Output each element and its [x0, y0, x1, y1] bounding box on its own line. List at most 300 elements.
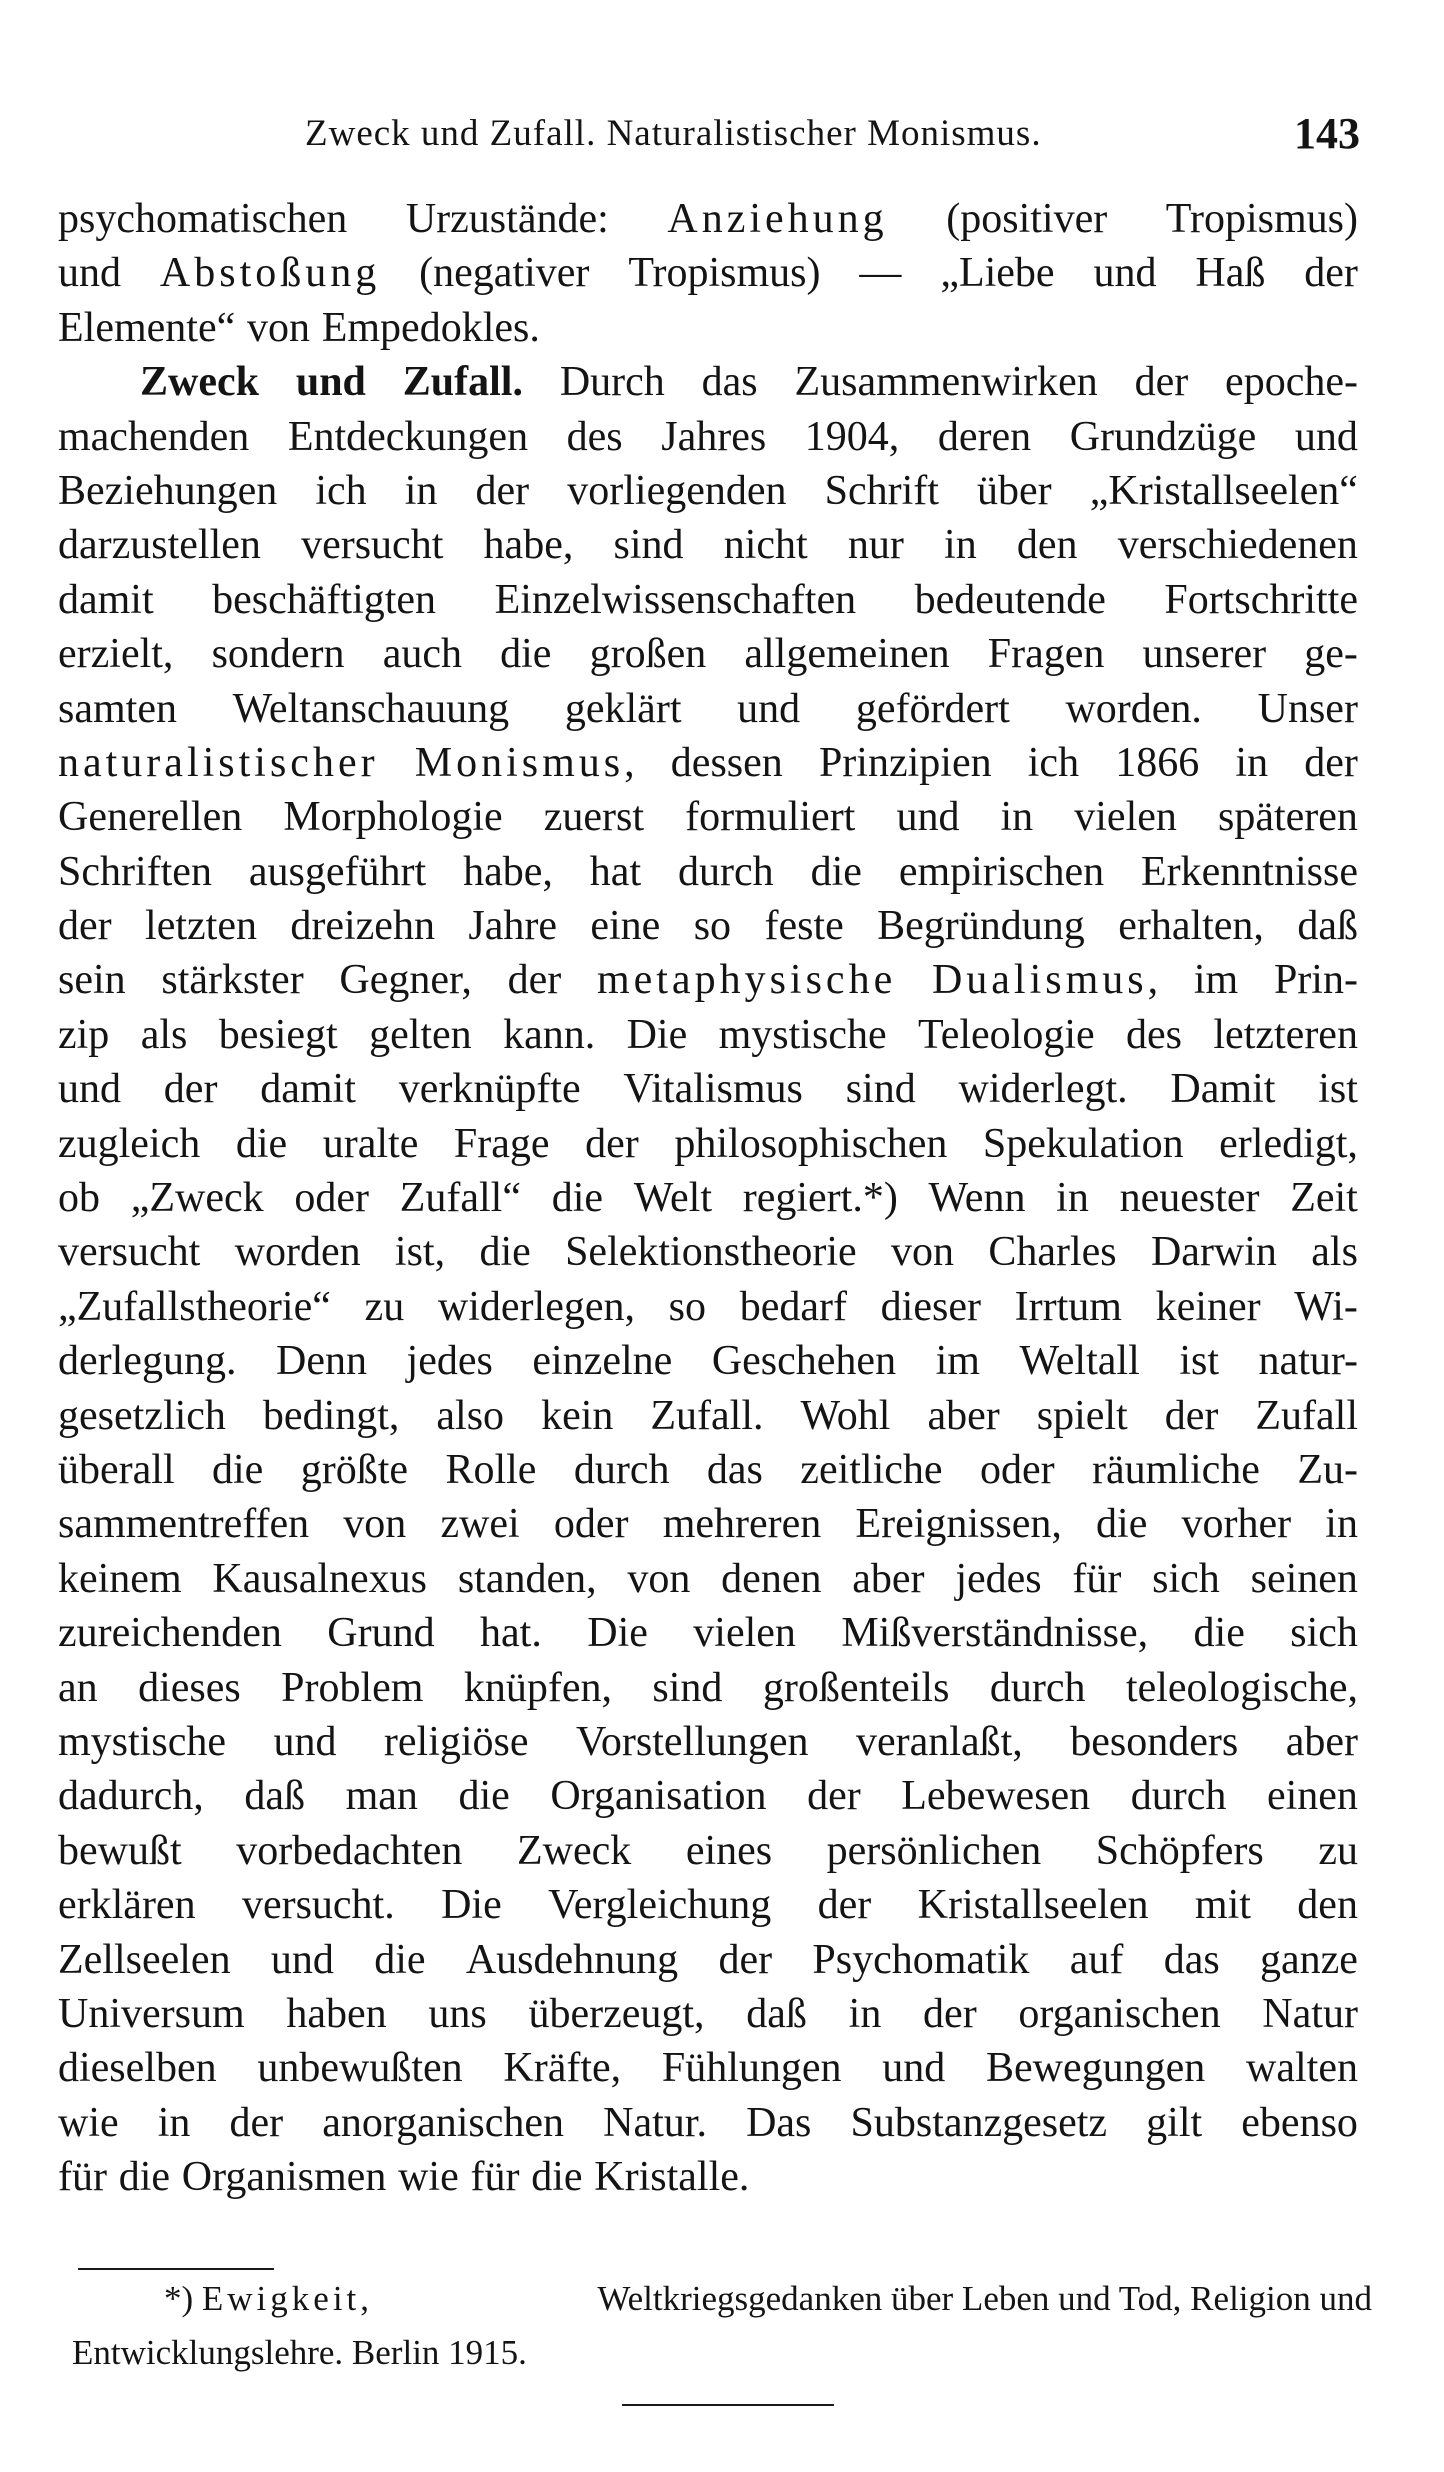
- word: Lebewesen: [901, 1773, 1091, 1820]
- word: sich: [1290, 1610, 1358, 1657]
- word: habe,: [463, 848, 553, 895]
- word: und: [273, 1718, 337, 1765]
- word: im: [1193, 957, 1239, 1004]
- word: der: [923, 1990, 977, 2037]
- text-line: [58, 790, 1358, 844]
- word: dieses: [138, 1664, 241, 1711]
- word: der: [1164, 1392, 1219, 1439]
- running-head: [60, 109, 1360, 172]
- word: metaphysische: [596, 957, 897, 1004]
- word: damit: [58, 576, 154, 623]
- word: jedes: [406, 1338, 493, 1385]
- word: überzeugt,: [528, 1990, 705, 2037]
- word: vielen: [693, 1610, 796, 1657]
- word: Erkenntnisse: [1141, 848, 1358, 895]
- word: der: [475, 467, 530, 514]
- word: vorliegenden: [567, 467, 787, 514]
- word: (positiver: [946, 196, 1108, 242]
- footnote-author-word: Ewigkeit,: [201, 2279, 374, 2318]
- end-rule: [622, 2404, 834, 2406]
- word: Elemente“: [58, 304, 236, 351]
- text-line: [58, 410, 1358, 464]
- word: organischen: [1018, 1990, 1221, 2037]
- word: gefördert: [855, 685, 1010, 732]
- word: ich: [1027, 739, 1080, 786]
- word: Zufall: [1255, 1392, 1358, 1439]
- text-line: [58, 2150, 1358, 2204]
- word: sondern: [211, 631, 345, 678]
- word: natur-: [1258, 1338, 1358, 1385]
- text-line: [58, 845, 1358, 899]
- word: samten: [58, 685, 177, 732]
- word: bedarf: [739, 1283, 847, 1330]
- word: mystische: [58, 1718, 226, 1765]
- word: und: [896, 794, 960, 841]
- word: jedes: [955, 1555, 1042, 1602]
- word: erledigt,: [1219, 1120, 1358, 1167]
- word: die: [458, 1773, 510, 1820]
- word: Grundzüge: [1069, 413, 1257, 460]
- word: die: [1096, 1501, 1148, 1548]
- word: sind: [613, 522, 684, 569]
- word: der: [58, 903, 112, 950]
- word: Urzustände:: [405, 196, 609, 242]
- text-line: [58, 573, 1358, 627]
- word: „Kristallseelen“: [1089, 467, 1358, 514]
- word: man: [345, 1773, 418, 1820]
- word: ob: [58, 1175, 100, 1222]
- text-line: [58, 736, 1358, 790]
- word: Jahre: [468, 903, 557, 950]
- word: in: [944, 522, 977, 569]
- word: daß: [244, 1773, 305, 1820]
- word: des: [1126, 1011, 1183, 1058]
- word: uralte: [322, 1120, 419, 1167]
- word: erzielt,: [58, 631, 174, 678]
- word: der: [1304, 739, 1358, 786]
- text-line: [58, 1225, 1358, 1279]
- word: der: [229, 2099, 284, 2146]
- footnote-line: [72, 2272, 1372, 2326]
- text-line: [58, 1987, 1358, 2041]
- word: erklären: [58, 1882, 196, 1929]
- word: zugleich: [58, 1120, 201, 1167]
- word: Entdeckungen: [287, 413, 529, 460]
- word: in: [1235, 739, 1269, 786]
- word: derlegung.: [58, 1338, 237, 1385]
- word: naturalistischer: [58, 739, 379, 786]
- word: und: [58, 1066, 121, 1113]
- word: Generellen: [58, 794, 243, 841]
- word: Fragen: [987, 631, 1105, 678]
- word: der: [163, 1066, 218, 1113]
- word: durch: [1130, 1773, 1227, 1820]
- word: das: [1163, 1936, 1220, 1983]
- text-line: [58, 246, 1358, 300]
- word: epoche-: [1225, 359, 1358, 406]
- text-line: [58, 953, 1358, 1007]
- word: dadurch,: [58, 1773, 204, 1820]
- text-line: [58, 192, 1358, 246]
- word: seinen: [1250, 1555, 1358, 1602]
- word: keinem: [58, 1555, 182, 1602]
- word: einzelne: [532, 1338, 673, 1385]
- text-line: [58, 1661, 1358, 1715]
- word: Unser: [1257, 685, 1358, 732]
- word: Kausalnexus: [212, 1555, 428, 1602]
- word: Das: [746, 2099, 812, 2146]
- word: persönlichen: [826, 1827, 1042, 1874]
- word: und: [295, 359, 366, 406]
- word: oder: [979, 1446, 1055, 1493]
- footnote-rule: [78, 2268, 274, 2270]
- word: habe,: [483, 522, 574, 569]
- word: walten: [1246, 2045, 1358, 2092]
- word: letzten: [145, 903, 257, 950]
- word: ganze: [1260, 1936, 1358, 1983]
- word: darzustellen: [58, 522, 261, 569]
- word: Wohl: [800, 1392, 891, 1439]
- word: Morphologie: [283, 794, 503, 841]
- word: Zweck: [516, 1827, 632, 1874]
- word: empirischen: [898, 848, 1105, 895]
- word: Monismus,: [414, 739, 635, 786]
- word: Substanzgesetz: [850, 2099, 1108, 2146]
- word: sich: [1152, 1555, 1220, 1602]
- word: Mißverständnisse,: [841, 1610, 1149, 1657]
- word: Zweck: [140, 359, 259, 406]
- word: die: [500, 631, 552, 678]
- word: der: [817, 1882, 872, 1929]
- word: Kristallseelen: [917, 1882, 1149, 1929]
- word: in: [157, 2099, 191, 2146]
- word: versucht.: [241, 1882, 395, 1929]
- word: widerlegt.: [958, 1066, 1128, 1113]
- text-line: [58, 1769, 1358, 1823]
- text-line: [58, 682, 1358, 736]
- word: Schöpfers: [1095, 1827, 1264, 1874]
- word: besonders: [1070, 1718, 1239, 1765]
- footnote: [72, 2272, 1372, 2380]
- word: die: [118, 2154, 171, 2201]
- word: neuester: [1119, 1175, 1260, 1222]
- word: Fortschritte: [1164, 576, 1358, 623]
- word: zuerst: [543, 794, 644, 841]
- word: teleologische,: [1125, 1664, 1358, 1711]
- word: philosophischen: [674, 1120, 948, 1167]
- word: bedeutende: [914, 576, 1106, 623]
- word: Rolle: [445, 1446, 537, 1493]
- word: vorher: [1181, 1501, 1292, 1548]
- word: keiner: [1155, 1283, 1261, 1330]
- word: Grund: [327, 1610, 435, 1657]
- word: veranlaßt,: [856, 1718, 1023, 1765]
- word: eine: [590, 903, 661, 950]
- word: bewußt: [58, 1827, 182, 1874]
- word: für: [58, 2154, 107, 2201]
- word: Einzelwissenschaften: [494, 576, 857, 623]
- word: Irrtum: [1014, 1283, 1122, 1330]
- word: und: [1294, 413, 1358, 460]
- word: vielen: [1074, 794, 1177, 841]
- word: Prin-: [1273, 957, 1358, 1004]
- word: von: [627, 1555, 691, 1602]
- word: in: [1056, 1175, 1089, 1222]
- word: zureichenden: [58, 1610, 282, 1657]
- word: Gegner,: [339, 957, 472, 1004]
- word: Denn: [276, 1338, 367, 1385]
- word: damit: [260, 1066, 356, 1113]
- text-line: [58, 1008, 1358, 1062]
- word: so: [668, 1283, 707, 1330]
- word: Die: [441, 1882, 502, 1929]
- word: mit: [1194, 1882, 1251, 1929]
- word: der: [718, 1936, 773, 1983]
- word: hat: [589, 848, 642, 895]
- word: durch: [989, 1664, 1086, 1711]
- word: Haß: [1195, 250, 1266, 297]
- word: die: [374, 1936, 426, 1983]
- word: Welt: [633, 1175, 712, 1222]
- word: letzteren: [1213, 1011, 1358, 1058]
- word: den: [1297, 1882, 1358, 1929]
- word: auch: [382, 631, 462, 678]
- word: uns: [428, 1990, 487, 2037]
- word: gilt: [1146, 2099, 1203, 2146]
- word: Prinzipien: [818, 739, 992, 786]
- word: Natur: [1262, 1990, 1358, 2037]
- running-title: Zweck und Zufall. Naturalistischer Monismus.: [305, 113, 1042, 154]
- word: überall: [58, 1446, 175, 1493]
- word: großenteils: [762, 1664, 950, 1711]
- word: unserer: [1142, 631, 1267, 678]
- word: ge-: [1304, 631, 1358, 678]
- word: Ausdehnung: [465, 1936, 679, 1983]
- word: religiöse: [383, 1718, 529, 1765]
- footnote-citation-start: [164, 2272, 373, 2326]
- word: Zufall.: [650, 1392, 764, 1439]
- word: erhalten,: [1118, 903, 1264, 950]
- word: an: [58, 1664, 98, 1711]
- word: der: [807, 1773, 861, 1820]
- word: als: [1311, 1229, 1358, 1276]
- word: die: [212, 1446, 264, 1493]
- word: Psychomatik: [812, 1936, 1030, 1983]
- word: beschäftigten: [212, 576, 437, 623]
- word: „Zweck: [130, 1175, 264, 1222]
- text-line: [58, 1117, 1358, 1171]
- word: in: [404, 467, 438, 514]
- word: späteren: [1217, 794, 1358, 841]
- word: nur: [847, 522, 904, 569]
- word: und: [58, 250, 121, 297]
- word: zip: [58, 1011, 110, 1058]
- word: 1904,: [804, 413, 900, 460]
- word: mystische: [718, 1011, 887, 1058]
- word: ist: [1179, 1338, 1219, 1385]
- word: Zeit: [1290, 1175, 1358, 1222]
- word: gelten: [369, 1011, 472, 1058]
- word: Empedokles.: [321, 304, 540, 351]
- word: der: [1304, 250, 1358, 297]
- text-line: [58, 1334, 1358, 1388]
- word: Zufall.: [402, 359, 523, 406]
- word: durch: [573, 1446, 670, 1493]
- word: kein: [541, 1392, 614, 1439]
- word: Charles: [988, 1229, 1117, 1276]
- word: räumliche: [1092, 1446, 1260, 1493]
- word: dessen: [670, 739, 783, 786]
- word: durch: [678, 848, 774, 895]
- word: und: [737, 685, 801, 732]
- word: Spekulation: [982, 1120, 1184, 1167]
- word: aber: [852, 1555, 925, 1602]
- word: den: [1016, 522, 1078, 569]
- word: geklärt: [564, 685, 682, 732]
- word: machenden: [58, 413, 250, 460]
- word: Kristalle.: [594, 2154, 750, 2201]
- word: vorbedachten: [236, 1827, 463, 1874]
- word: aber: [1285, 1718, 1358, 1765]
- word: Tropismus): [1165, 196, 1358, 242]
- word: ausgeführt: [248, 848, 427, 895]
- word: also: [436, 1392, 505, 1439]
- word: verknüpfte: [398, 1066, 581, 1113]
- word: großen: [589, 631, 707, 678]
- word: —: [859, 250, 902, 297]
- word: der: [1134, 359, 1189, 406]
- word: Natur.: [603, 2099, 707, 2146]
- word: sammentreffen: [58, 1501, 310, 1548]
- word: Selektionstheorie: [565, 1229, 857, 1276]
- text-line: [58, 1389, 1358, 1443]
- word: denen: [721, 1555, 822, 1602]
- word: und: [270, 1936, 334, 1983]
- word: versucht: [58, 1229, 201, 1276]
- word: über: [977, 467, 1052, 514]
- word: standen,: [457, 1555, 597, 1602]
- word: Problem: [281, 1664, 424, 1711]
- word: Dualismus,: [931, 957, 1159, 1004]
- word: Darwin: [1150, 1229, 1277, 1276]
- word: ich: [315, 467, 367, 514]
- page-number: 143: [1294, 109, 1360, 158]
- word: oder: [553, 1501, 629, 1548]
- text-line: [58, 2041, 1358, 2095]
- word: Schrift: [824, 467, 939, 514]
- word: von: [891, 1229, 955, 1276]
- word: die: [1193, 1610, 1245, 1657]
- word: ist,: [394, 1229, 446, 1276]
- word: das: [701, 359, 758, 406]
- word: der: [507, 957, 562, 1004]
- word: „Zufallstheorie“: [58, 1283, 331, 1330]
- word: eines: [685, 1827, 773, 1874]
- word: stärkster: [161, 957, 304, 1004]
- word: Geschehen: [711, 1338, 897, 1385]
- word: von: [246, 304, 310, 351]
- word: Beziehungen: [58, 467, 278, 514]
- word: wie: [398, 2154, 459, 2201]
- word: Weltanschauung: [232, 685, 510, 732]
- word: Organisation: [550, 1773, 767, 1820]
- word: die: [810, 848, 862, 895]
- word: Jahres: [661, 413, 767, 460]
- footnote-marker: *): [164, 2279, 194, 2318]
- text-line: [58, 899, 1358, 953]
- word: Zufall“: [399, 1175, 521, 1222]
- word: anorganischen: [322, 2099, 565, 2146]
- word: Begründung: [877, 903, 1085, 950]
- word: kann.: [503, 1011, 596, 1058]
- text-line: [58, 2096, 1358, 2150]
- word: die: [235, 1120, 288, 1167]
- word: worden.: [1065, 685, 1202, 732]
- word: haben: [286, 1990, 387, 2037]
- word: die: [531, 2154, 583, 2201]
- word: sind: [845, 1066, 916, 1113]
- word: zu: [364, 1283, 405, 1330]
- word: deren: [937, 413, 1032, 460]
- word: ist: [1318, 1066, 1358, 1113]
- word: Die: [587, 1610, 648, 1657]
- word: daß: [746, 1990, 807, 2037]
- word: aber: [927, 1392, 1000, 1439]
- word: zwei: [440, 1501, 520, 1548]
- word: „Liebe: [940, 250, 1055, 297]
- word: als: [140, 1011, 188, 1058]
- word: die: [479, 1229, 531, 1276]
- word: Anziehung: [667, 196, 888, 242]
- text-line: [58, 518, 1358, 572]
- word: des: [566, 413, 623, 460]
- word: Fühlungen: [661, 2045, 842, 2092]
- word: Universum: [58, 1990, 245, 2037]
- word: das: [706, 1446, 763, 1493]
- word: auf: [1069, 1936, 1124, 1983]
- word: Organismen: [181, 2154, 387, 2201]
- word: und: [1093, 250, 1157, 297]
- word: dieser: [880, 1283, 981, 1330]
- word: zeitliche: [800, 1446, 943, 1493]
- word: Tropismus): [628, 250, 821, 297]
- text-line: [58, 1280, 1358, 1334]
- word: in: [1325, 1501, 1358, 1548]
- word: Durch: [559, 359, 665, 406]
- word: Zu-: [1297, 1446, 1358, 1493]
- word: versucht: [301, 522, 444, 569]
- word: (negativer: [419, 250, 590, 297]
- word: der: [585, 1120, 639, 1167]
- word: Abstoßung: [159, 250, 381, 297]
- word: unbewußten: [257, 2045, 463, 2092]
- word: die: [551, 1175, 604, 1222]
- word: größte: [300, 1446, 409, 1493]
- word: für: [470, 2154, 520, 2201]
- word: daß: [1297, 903, 1358, 950]
- word: worden: [234, 1229, 361, 1276]
- word: verschiedenen: [1117, 522, 1358, 569]
- word: Wenn: [928, 1175, 1026, 1222]
- word: Ereignissen,: [855, 1501, 1062, 1548]
- word: Bewegungen: [986, 2045, 1206, 2092]
- word: so: [693, 903, 732, 950]
- body-text: [58, 192, 1358, 2204]
- word: nicht: [723, 522, 808, 569]
- word: Frage: [453, 1120, 550, 1167]
- text-line: [58, 1933, 1358, 1987]
- word: spielt: [1036, 1392, 1128, 1439]
